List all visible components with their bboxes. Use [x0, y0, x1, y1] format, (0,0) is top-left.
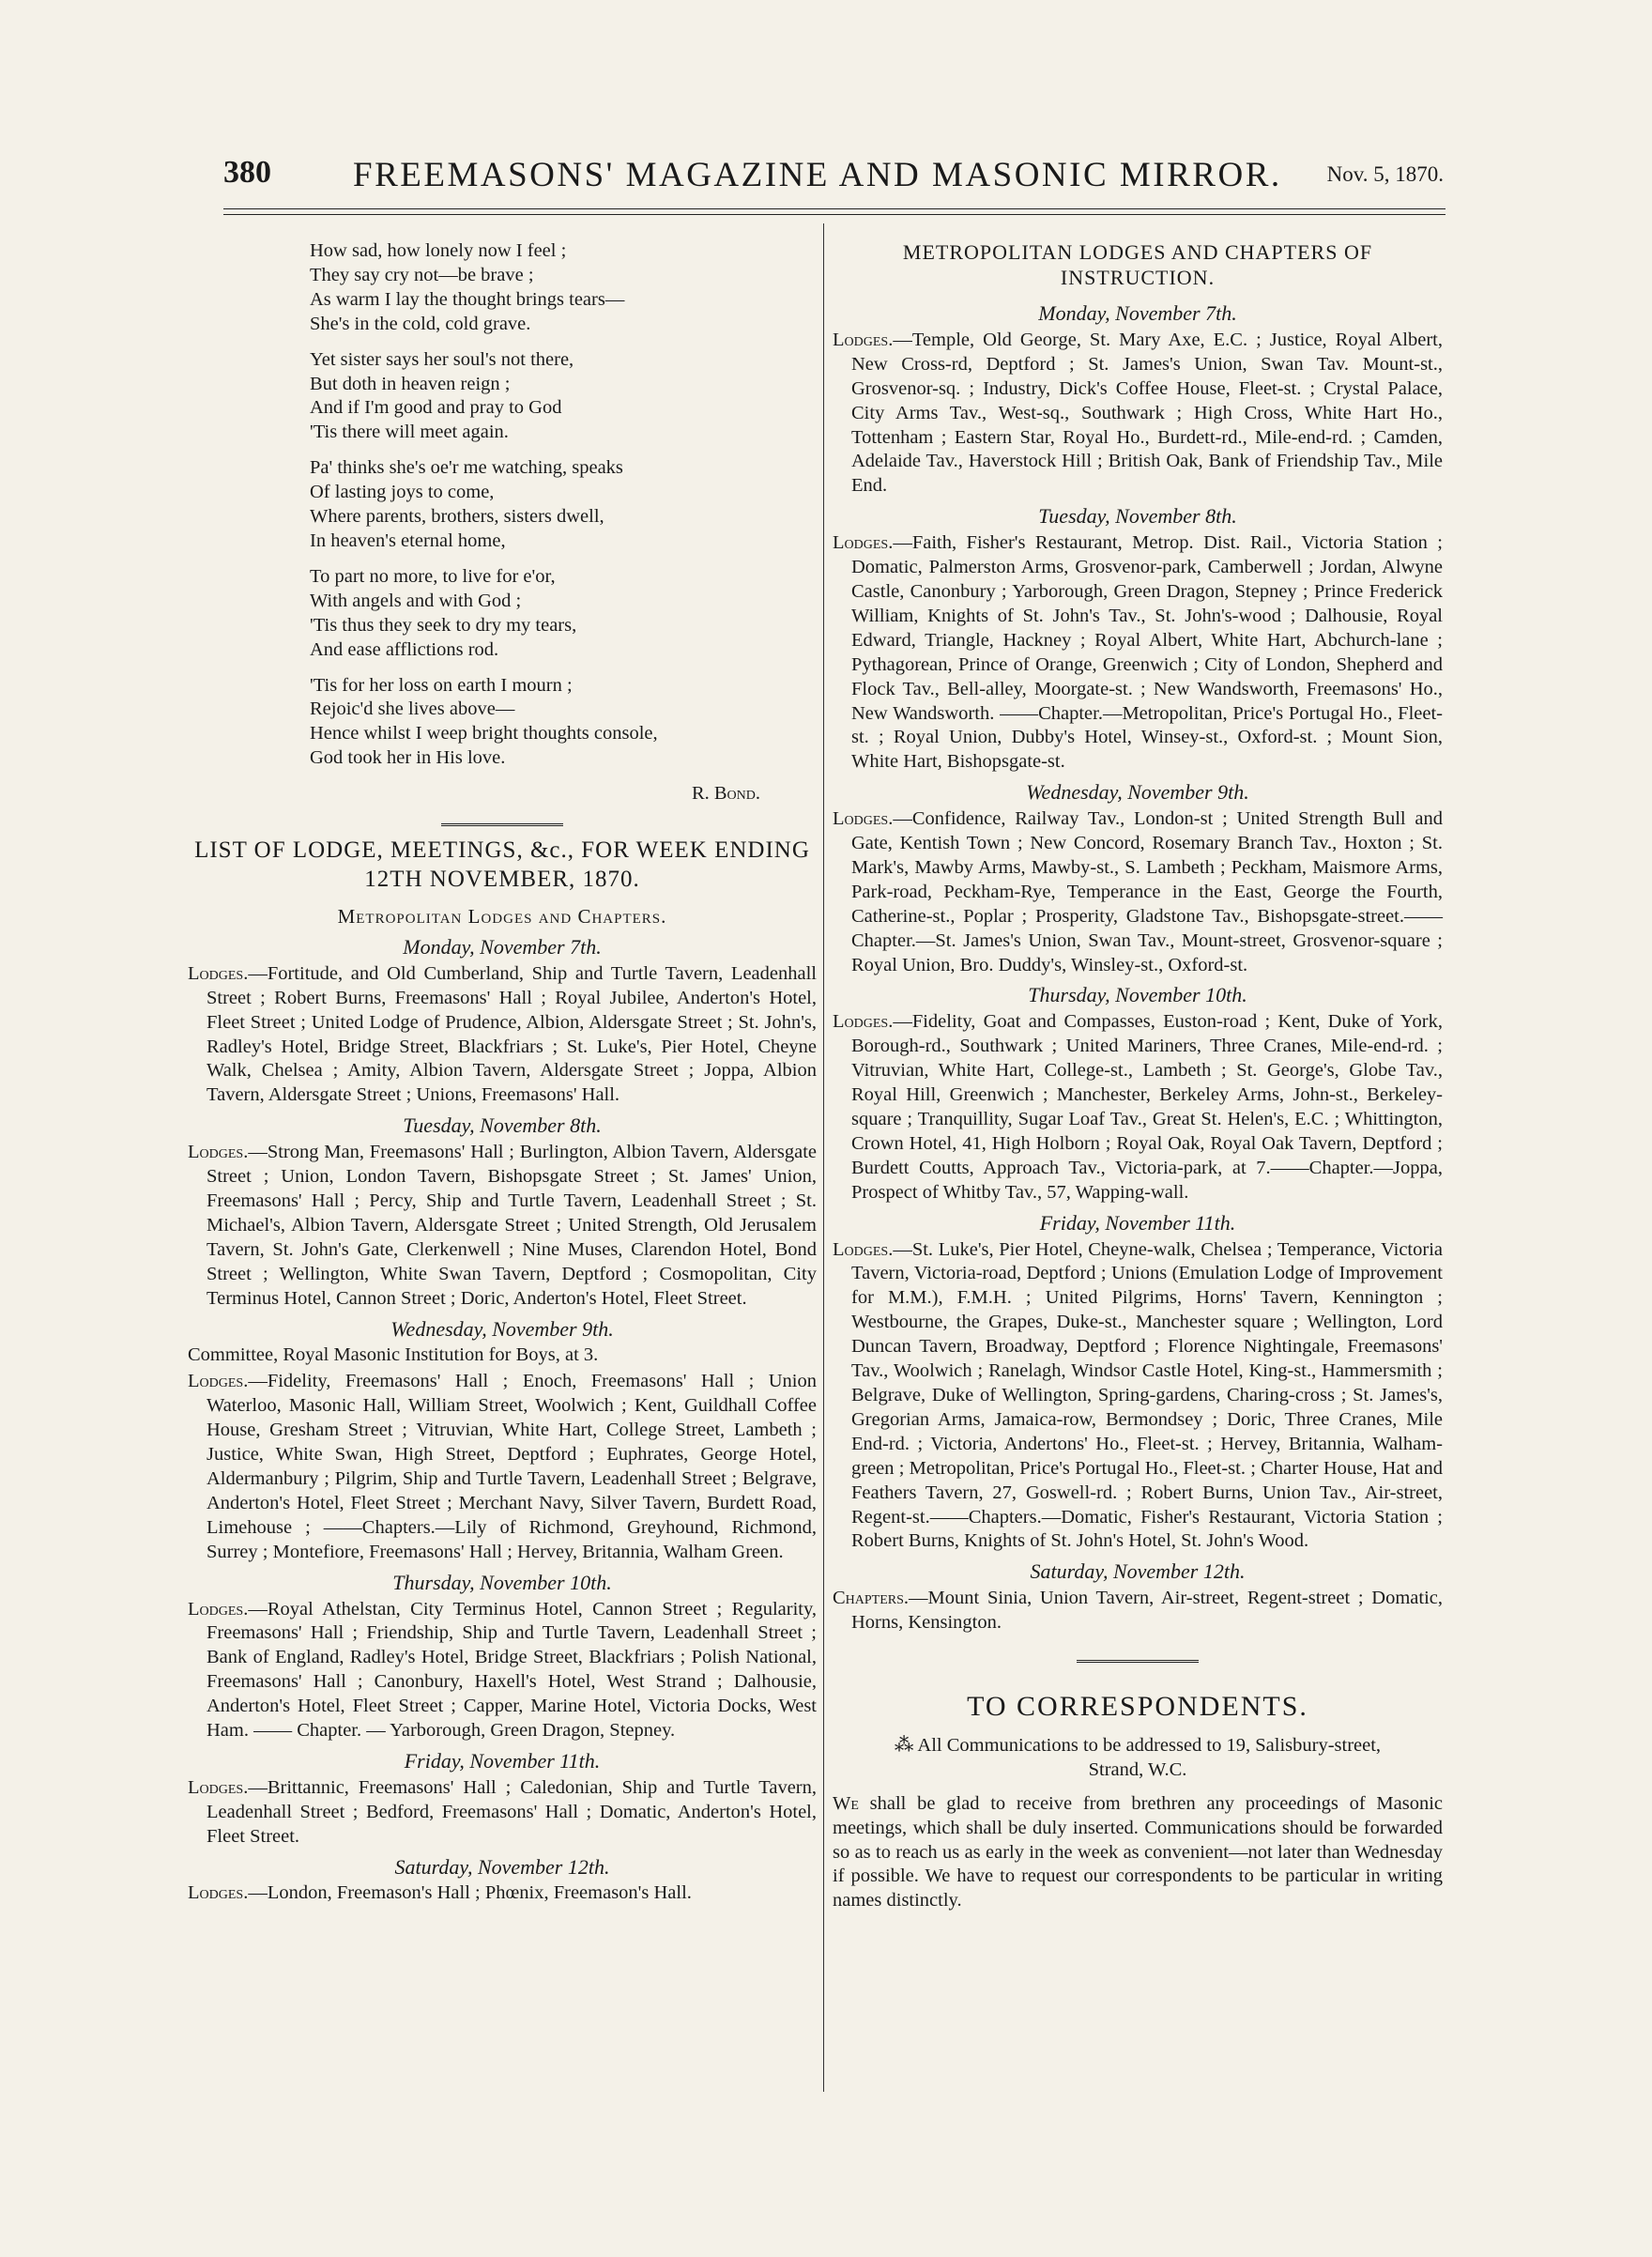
poem-line: They say cry not—be brave ; — [310, 264, 534, 285]
correspondents-notice: ⁂ All Communications to be addressed to 19, Salisbury-street, Strand, W.C. — [894, 1734, 1382, 1780]
poem-line: Where parents, brothers, sisters dwell, — [310, 506, 604, 528]
entry-lead: Chapters. — [833, 1588, 910, 1609]
entry-text: —Royal Athelstan, City Terminus Hotel, Cannon Street ; Regularity, Freemasons' Hall ; Friendship, Ship and Turtle Tavern, Leadenhall Street ; Bank of England, Radley's Hotel, Bridge Street, Blackfriars ; Polish National, Freemasons' Hall ; Canonbury, Haxell's Hotel, West Strand ; Dalhousie, Anderton's Hotel, Fleet Street ; Capper, Marine Hotel, Victoria Docks, West Ham. —— Chapter. — Yarborough, Green Dragon, Stepney. — [206, 1598, 817, 1742]
column-divider — [823, 223, 824, 2092]
day-heading: Monday, November 7th. — [403, 934, 602, 959]
issue-date: Nov. 5, 1870. — [1326, 162, 1444, 186]
correspondents-text — [833, 1792, 1443, 1914]
meeting-entry — [188, 962, 817, 1108]
entry-text: —Strong Man, Freemasons' Hall ; Burlington, Albion Tavern, Aldersgate Street ; Union, London Tavern, Bishopsgate Street ; St. James' Union, Freemasons' Hall ; Percy, Ship and Turtle Tavern, Leadenhall Street ; St. Michael's, Albion Tavern, Aldersgate Street ; United Strength, Old Jerusalem Tavern, St. John's Gate, Clerkenwell ; Nine Muses, Clarendon Hotel, Bond Street ; Wellington, White Swan Tavern, Deptford ; Cosmopolitan, City Terminus Hotel, Cannon Street ; Doric, Anderton's Hotel, Fleet Street. — [206, 1142, 817, 1309]
day-heading: Saturday, November 12th. — [394, 1854, 610, 1879]
entry-text: —Confidence, Railway Tav., London-st ; United Strength Bull and Gate, Kentish Town ; New Concord, Rosemary Branch Tav., Hoxton ; St. Mark's, Mawby Arms, Mawby-st., S. Lambeth ; Peckham, Maismore Arms, Park-road, Peckham-Rye, Temperance in the East, George the Fourth, Catherine-st., Poplar ; Prosperity, Gladstone Tav., Bishopsgate-street.——Chapter.—St. James's Union, Swan Tav., Mount-street, Grosvenor-square ; Royal Union, Bro. Duddy's, Winsley-st., Oxford-st. — [851, 808, 1443, 975]
meeting-entry — [188, 1881, 817, 1906]
poem-stanza — [310, 456, 760, 554]
poem-line: With angels and with God ; — [310, 590, 522, 611]
entry-text: —Fidelity, Freemasons' Hall ; Enoch, Freemasons' Hall ; Union Waterloo, Masonic Hall, William Street, Woolwich ; Kent, Guildhall Coffee House, Gresham Street ; Vitruvian, White Hart, College Street, Lambeth ; Justice, White Swan, High Street, Deptford ; Euphrates, George Hotel, Aldermanbury ; Pilgrim, Ship and Turtle Tavern, Leadenhall Street ; Belgrave, Anderton's Hotel, Fleet Street ; Merchant Navy, Silver Tavern, Burdett Road, Limehouse ; ——Chapters.—Lily of Richmond, Greyhound, Richmond, Surrey ; Montefiore, Freemasons' Hall ; Hervey, Britannia, Walham Green. — [206, 1371, 817, 1562]
meeting-entry — [188, 1776, 817, 1850]
poem-line: Rejoic'd she lives above— — [310, 699, 515, 720]
day-heading: Thursday, November 10th. — [392, 1570, 612, 1594]
poem-line: And ease afflictions rod. — [310, 638, 499, 660]
entry-text: —St. Luke's, Pier Hotel, Cheyne-walk, Chelsea ; Temperance, Victoria Tavern, Victoria-road, Deptford ; Unions (Emulation Lodge of Improvement for M.M.), F.M.H. ; United Pilgrims, Horns' Tavern, Kennington ; Westbourne, the Grapes, Duke-st., Manchester square ; Wellington, Lord Duncan Tavern, Broadway, Deptford ; Florence Nightingale, Freemasons' Tav., Woolwich ; Ranelagh, Windsor Castle Hotel, King-st., Hammersmith ; Belgrave, Duke of Wellington, Spring-gardens, Charing-cross ; St. James's, Gregorian Arms, Jamaica-row, Bermondsey ; Doric, Three Cranes, Mile End-rd. ; Victoria, Andertons' Ho., Fleet-st. ; Hervey, Britannia, Walham-green ; Metropolitan, Price's Portugal Ho., Fleet-st. ; Charter House, Hat and Feathers Tavern, 27, Goswell-rd. ; Robert Burns, Union Tav., Air-street, Regent-st.——Chapters.—Domatic, Fisher's Restaurant, Victoria Station ; Robert Burns, Knights of St. John's Hotel, St. John's Wood. — [851, 1238, 1443, 1552]
entry-text: —Faith, Fisher's Restaurant, Metrop. Dist. Rail., Victoria Station ; Domatic, Palmerston Arms, Grosvenor-park, Camberwell ; Jordan, Alwyne Castle, Canonbury ; Yarborough, Green Dragon, Stepney ; Prince Frederick William, Knights of St. John's Tav., St. John's-wood ; Dalhousie, Royal Edward, Triangle, Hackney ; Royal Albert, White Hart, Abchurch-lane ; Pythagorean, Prince of Orange, Greenwich ; City of London, Shepherd and Flock Tav., Bell-alley, Moorgate-st. ; New Wandsworth, Freemasons' Ho., New Wandsworth. ——Chapter.—Metropolitan, Price's Portugal Ho., Fleet-st. ; Royal Union, Dubby's Hotel, Winsey-st., Oxford-st. ; Mount Sion, White Hart, Bishopsgate-st. — [851, 532, 1443, 773]
entry-lead: Lodges. — [833, 808, 894, 830]
entry-lead: Lodges. — [188, 1776, 249, 1798]
poem-line: As warm I lay the thought brings tears— — [310, 288, 625, 310]
instruction-title: METROPOLITAN LODGES AND CHAPTERS OF INSTRUCTION. — [902, 240, 1373, 289]
meeting-entry — [833, 531, 1443, 775]
correspondents-title: TO CORRESPONDENTS. — [967, 1691, 1308, 1723]
header-rule-thin — [223, 214, 1446, 215]
meeting-entry — [833, 1587, 1443, 1635]
entry-text: —Brittannic, Freemasons' Hall ; Caledonian, Ship and Turtle Tavern, Leadenhall Street ; Bedford, Freemasons' Hall ; Domatic, Anderton's Hotel, Fleet Street. — [206, 1776, 817, 1847]
poem-line: Pa' thinks she's oe'r me watching, speaks — [310, 457, 623, 479]
meeting-entry — [188, 1141, 817, 1311]
poem-stanza — [310, 239, 760, 337]
header-rule — [223, 208, 1446, 209]
entry-text: —Fortitude, and Old Cumberland, Ship and Turtle Tavern, Leadenhall Street ; Robert Burns, Freemasons' Hall ; Royal Jubilee, Anderton's Hotel, Fleet Street ; United Lodge of Prudence, Albion, Aldersgate Street ; St. John's, Radley's Hotel, Bridge Street, Blackfriars ; St. Luke's, Pier Hotel, Cheyne Walk, Chelsea ; Amity, Albion Tavern, Aldersgate Street ; Joppa, Albion Tavern, Aldersgate Street ; Unions, Freemasons' Hall. — [206, 962, 817, 1106]
poem-line: 'Tis for her loss on earth I mourn ; — [310, 674, 573, 696]
right-column — [833, 239, 1443, 1913]
entry-lead: Lodges. — [188, 1142, 249, 1163]
page-number: 380 — [223, 155, 271, 190]
entry-lead: Lodges. — [833, 1011, 894, 1033]
entry-lead: Lodges. — [833, 329, 894, 350]
entry-lead: Lodges. — [188, 1598, 249, 1620]
correspondents-body: shall be glad to receive from brethren any proceedings of Masonic meetings, which shall be duly inserted. Communications should be forwarded so as to reach us as early in the week as convenient—not later than Wednesday if possible. We have to request our correspondents to be particular in writing names distinctly. — [833, 1792, 1443, 1912]
day-heading: Friday, November 11th. — [404, 1748, 601, 1773]
day-heading: Thursday, November 10th. — [1028, 983, 1247, 1007]
poem-stanza — [310, 348, 760, 446]
meeting-entry — [833, 1010, 1443, 1205]
entry-text: —Temple, Old George, St. Mary Axe, E.C. ; Justice, Royal Albert, New Cross-rd, Deptford ; St. James's Union, Swan Tav. Mount-st., Grosvenor-sq. ; Industry, Dick's Coffee House, Fleet-st. ; Crystal Palace, City Arms Tav., West-sq., Southwark ; High Cross, White Hart Ho., Tottenham ; Eastern Star, Royal Ho., Burdett-rd., Mile-end-rd. ; Camden, Adelaide Tav., Haverstock Hill ; British Oak, Bank of Friendship Tav., Mile End. — [851, 329, 1443, 497]
poem-line: How sad, how lonely now I feel ; — [310, 240, 567, 261]
poem-stanza — [310, 565, 760, 663]
entry-text: —Mount Sinia, Union Tavern, Air-street, Regent-street ; Domatic, Horns, Kensington. — [851, 1588, 1443, 1634]
day-heading: Saturday, November 12th. — [1030, 1559, 1246, 1584]
poem-line: God took her in His love. — [310, 747, 506, 769]
section-rule — [441, 823, 563, 826]
entry-lead: Lodges. — [188, 962, 249, 984]
poem-line: To part no more, to live for e'or, — [310, 565, 556, 587]
poem-line: Yet sister says her soul's not there, — [310, 348, 574, 370]
meeting-entry — [188, 1370, 817, 1564]
poem-author: R. Bond. — [691, 783, 760, 805]
poem-line: She's in the cold, cold grave. — [310, 313, 531, 334]
day-heading: Monday, November 7th. — [1038, 301, 1237, 325]
meeting-entry — [833, 1238, 1443, 1555]
day-heading: Tuesday, November 8th. — [1038, 504, 1237, 529]
day-heading: Friday, November 11th. — [1039, 1210, 1236, 1235]
entry-lead: Lodges. — [188, 1882, 249, 1904]
poem-line: And if I'm good and pray to God — [310, 397, 562, 419]
left-column — [188, 239, 817, 1908]
page-header — [223, 155, 1444, 202]
entry-lead: Lodges. — [833, 1238, 894, 1260]
list-title: LIST OF LODGE, MEETINGS, &c., FOR WEEK ENDING 12TH NOVEMBER, 1870. — [194, 837, 810, 893]
meeting-entry — [833, 329, 1443, 499]
poem-line: In heaven's eternal home, — [310, 530, 506, 551]
correspondents-lead: We — [833, 1792, 859, 1814]
meeting-entry — [188, 1343, 817, 1368]
section-rule-right — [1077, 1660, 1199, 1663]
day-heading: Wednesday, November 9th. — [390, 1316, 614, 1341]
poem — [188, 239, 760, 771]
entry-text: —London, Freemason's Hall ; Phœnix, Freemason's Hall. — [248, 1882, 692, 1904]
day-heading: Wednesday, November 9th. — [1026, 780, 1249, 805]
day-heading: Tuesday, November 8th. — [403, 1113, 602, 1138]
magazine-title: FREEMASONS' MAGAZINE AND MASONIC MIRROR. — [353, 156, 1282, 194]
meeting-entry — [833, 807, 1443, 977]
poem-line: But doth in heaven reign ; — [310, 373, 511, 394]
instruction-days — [833, 301, 1443, 1635]
poem-line: 'Tis thus they seek to dry my tears, — [310, 614, 577, 636]
poem-stanza — [310, 674, 760, 772]
poem-line: Of lasting joys to come, — [310, 482, 495, 503]
entry-text: —Fidelity, Goat and Compasses, Euston-road ; Kent, Duke of York, Borough-rd., Southwark ; United Mariners, Three Cranes, Mile-end-rd. ; Vitruvian, White Hart, College-st., Lambeth ; St. George's, Globe Tav., Royal Hill, Greenwich ; Manchester, Berkeley Arms, John-st., Berkeley-square ; Tranquillity, Sugar Loaf Tav., Great St. Helen's, E.C. ; Whittington, Crown Hotel, 41, High Holborn ; Royal Oak, Royal Oak Tavern, Deptford ; Burdett Coutts, Approach Tav., Victoria-park, at 7.——Chapter.—Joppa, Prospect of Whitby Tav., 57, Wapping-wall. — [851, 1011, 1443, 1203]
list-subhead: Metropolitan Lodges and Chapters. — [337, 905, 667, 929]
poem-line: 'Tis there will meet again. — [310, 422, 509, 443]
entry-lead: Lodges. — [188, 1371, 249, 1392]
entry-text: Committee, Royal Masonic Institution for Boys, at 3. — [188, 1344, 599, 1366]
list-days — [188, 935, 817, 1906]
poem-line: Hence whilst I weep bright thoughts console, — [310, 723, 658, 745]
entry-lead: Lodges. — [833, 532, 894, 554]
meeting-entry — [188, 1598, 817, 1743]
